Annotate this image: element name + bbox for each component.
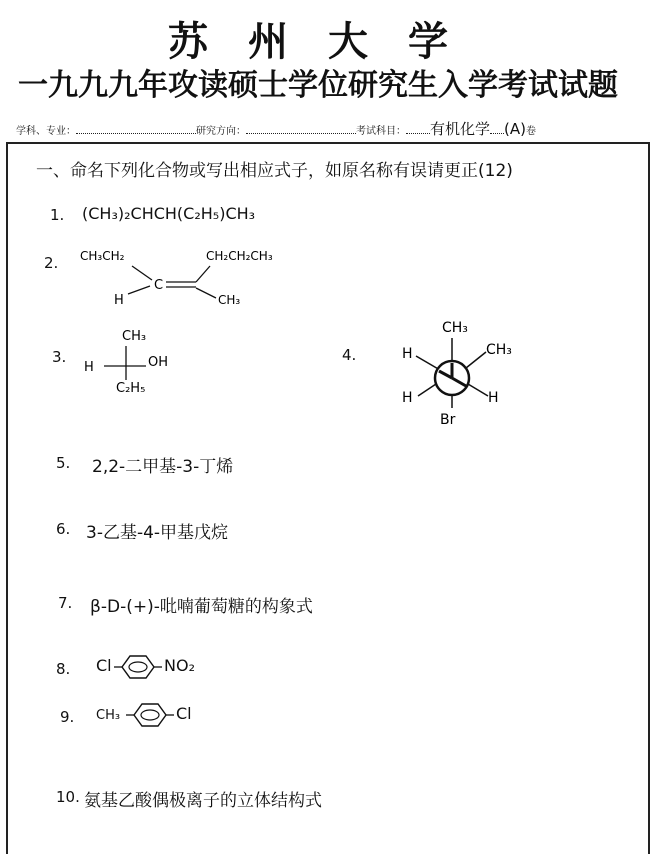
q9-substituent-right: Cl: [176, 704, 192, 723]
question-number: 10.: [56, 788, 80, 806]
q2-label-b: H: [114, 293, 124, 308]
bond: [128, 286, 150, 294]
q5-name: 2,2-二甲基-3-丁烯: [92, 457, 234, 477]
subject-value: 有机化学: [430, 120, 491, 138]
q4-bottom-left: H: [402, 390, 413, 406]
front-bond: [416, 356, 440, 370]
back-bond: [466, 352, 486, 368]
question-number: 5.: [56, 454, 71, 472]
aromatic-circle: [129, 662, 147, 672]
question-number: 1.: [50, 206, 65, 224]
paper-label: (A): [504, 120, 526, 138]
q10-name: 氨基乙酸偶极离子的立体结构式: [84, 791, 322, 811]
direction-blank: [246, 124, 356, 134]
q4-newman-projection: [396, 318, 526, 430]
q4-bottom-right: H: [488, 390, 499, 406]
q3-top: CH₃: [122, 329, 147, 344]
direction-label: 研究方向：: [196, 126, 246, 137]
question-number: 2.: [44, 254, 59, 272]
q3-left: H: [84, 360, 94, 375]
q2-label-e: CH₃: [218, 293, 241, 307]
q2-label-c: C: [154, 278, 164, 293]
paper-suffix: 卷: [526, 126, 536, 137]
subject-blank: [406, 124, 430, 134]
bond: [132, 266, 152, 280]
hexagon: [122, 656, 154, 678]
university-title: 苏州大学: [168, 18, 488, 65]
discipline-blank: [76, 124, 196, 134]
bond: [196, 288, 216, 298]
hexagon: [134, 704, 166, 726]
q8-substituent-right: NO₂: [164, 656, 195, 675]
q2-alkene-structure: [80, 244, 320, 314]
q4-top: CH₃: [442, 320, 468, 336]
question-number: 7.: [58, 594, 73, 612]
q9-substituent-left: CH₃: [96, 708, 121, 723]
section-heading: 一、命名下列化合物或写出相应式子，如原名称有误请更正(12): [36, 161, 513, 181]
question-number: 6.: [56, 520, 71, 538]
subject-blank-2: [490, 124, 504, 134]
back-bond: [418, 384, 436, 396]
question-number: 9.: [60, 708, 75, 726]
bond: [196, 266, 210, 282]
q7-name: β-D-(+)-吡喃葡萄糖的构象式: [90, 597, 313, 617]
exam-title: 一九九九年攻读硕士学位研究生入学考试试题: [18, 68, 618, 103]
front-bond: [468, 384, 488, 396]
exam-meta-line: [16, 118, 646, 139]
aromatic-circle: [141, 710, 159, 720]
question-number: 3.: [52, 348, 67, 366]
q6-name: 3-乙基-4-甲基戊烷: [86, 523, 229, 543]
q8-substituent-left: Cl: [96, 656, 112, 675]
question-number: 4.: [342, 346, 357, 364]
q2-label-d: CH₂CH₂CH₃: [206, 249, 273, 263]
subject-label: 考试科目：: [356, 126, 406, 137]
q3-right: OH: [148, 355, 169, 370]
q2-label-a: CH₃CH₂: [80, 249, 125, 263]
q8-benzene-ring: [114, 652, 164, 682]
question-number: 8.: [56, 660, 71, 678]
q4-bottom: Br: [440, 412, 456, 428]
q3-bottom: C₂H₅: [116, 381, 146, 396]
q1-formula: (CH₃)₂CHCH(C₂H₅)CH₃: [82, 204, 256, 223]
discipline-label: 学科、专业：: [16, 126, 76, 137]
q3-fischer-projection: [82, 326, 192, 406]
q4-right: CH₃: [486, 342, 512, 358]
paper-letter: A: [509, 120, 521, 138]
q9-benzene-ring: [126, 700, 176, 730]
q4-left: H: [402, 346, 413, 362]
